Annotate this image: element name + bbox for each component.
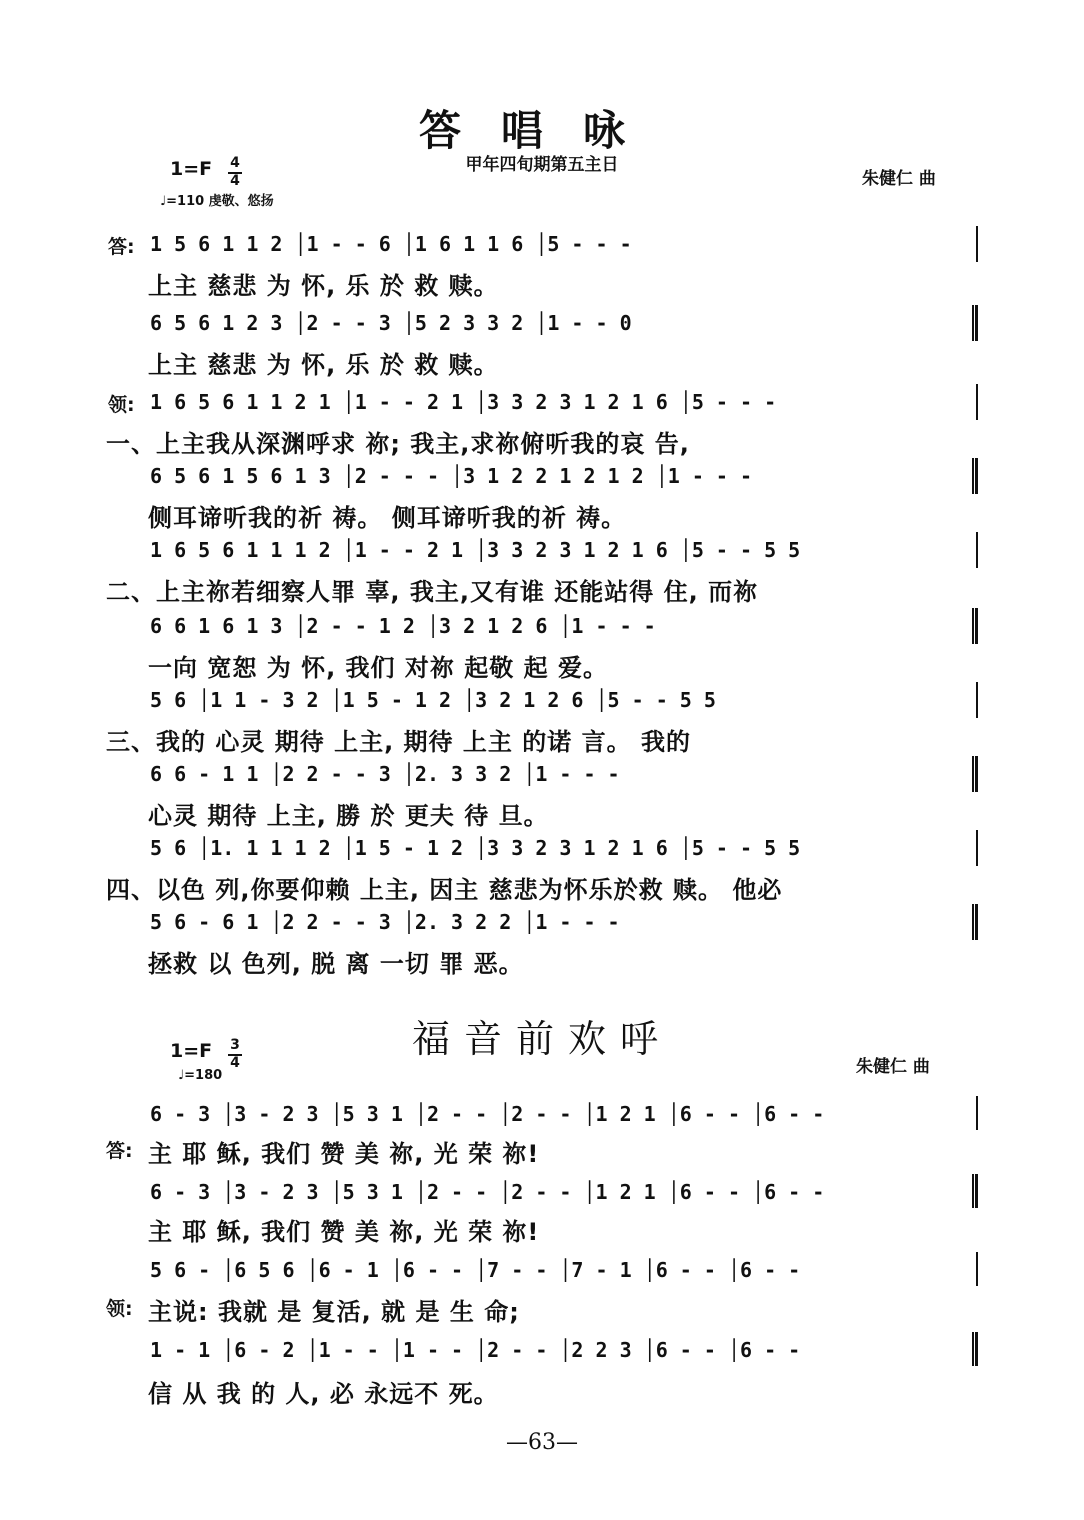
song2-title: 福音前欢呼 — [411, 1017, 672, 1061]
song1-time-top: 4 — [230, 155, 240, 171]
lyrics-line: 三、我的 心灵 期待 上主, 期待 上主 的诺 言。 我的 — [106, 728, 691, 756]
notation-line: 6 5 6 1 2 3 │2 - - 3 │5 2 3 3 2 │1 - - 0 — [150, 311, 632, 335]
notation-line: 6 5 6 1 5 6 1 3 │2 - - - │3 1 2 2 1 2 1 2 │1 - - - — [150, 464, 753, 488]
barline — [976, 532, 978, 568]
song2-key: 1=F — [170, 1040, 213, 1062]
lyrics-line: 主 耶 稣, 我们 赞 美 祢, 光 荣 祢! — [148, 1140, 540, 1168]
lyrics-line: 四、以色 列,你要仰赖 上主, 因主 慈悲为怀乐於救 赎。 他必 — [106, 876, 783, 904]
barline — [976, 682, 978, 718]
lyrics-line: 一向 宽恕 为 怀, 我们 对祢 起敬 起 爱。 — [148, 654, 608, 682]
lyrics-line: 一、上主我从深渊呼求 祢; 我主,求祢俯听我的哀 告, — [106, 430, 690, 458]
song2-time-top: 3 — [230, 1037, 240, 1053]
notation-line: 5 6 - │6 5 6 │6 - 1 │6 - - │7 - - │7 - 1 │6 - - │6 - - — [150, 1258, 801, 1282]
lyrics-line: 拯救 以 色列, 脱 离 一切 罪 恶。 — [148, 950, 524, 978]
song1-subtitle: 甲年四旬期第五主日 — [465, 155, 619, 175]
notation-line: 1 - 1 │6 - 2 │1 - - │1 - - │2 - - │2 2 3 │6 - - │6 - - — [150, 1338, 801, 1362]
song1-key: 1=F — [170, 158, 213, 180]
song1-tempo: ♩=110 虔敬、悠扬 — [160, 194, 274, 209]
final-barline — [972, 904, 978, 940]
notation-line: 1 5 6 1 1 2 │1 - - 6 │1 6 1 1 6 │5 - - - — [150, 232, 632, 256]
lyrics-line: 上主 慈悲 为 怀, 乐 於 救 赎。 — [148, 351, 499, 379]
final-barline — [972, 1332, 978, 1366]
song2-tempo: ♩=180 — [178, 1068, 223, 1083]
barline — [976, 384, 978, 420]
notation-line: 5 6 - 6 1 │2 2 - - 3 │2. 3 2 2 │1 - - - — [150, 910, 620, 934]
song2-time-bottom: 4 — [228, 1054, 242, 1070]
final-barline — [972, 608, 978, 644]
lyrics-line: 侧耳谛听我的祈 祷。 侧耳谛听我的祈 祷。 — [148, 504, 627, 532]
notation-line: 1 6 5 6 1 1 1 2 │1 - - 2 1 │3 3 2 3 1 2 1 6 │5 - - 5 5 — [150, 538, 801, 562]
lyrics-line: 主 耶 稣, 我们 赞 美 祢, 光 荣 祢! — [148, 1218, 540, 1246]
notation-line: 6 6 - 1 1 │2 2 - - 3 │2. 3 3 2 │1 - - - — [150, 762, 620, 786]
final-barline — [972, 756, 978, 792]
barline — [976, 1096, 978, 1130]
final-barline — [972, 1174, 978, 1208]
song1-title: 答唱咏 — [418, 106, 665, 155]
line-prefix: 领: — [108, 394, 135, 416]
line-prefix: 答: — [106, 1140, 133, 1162]
song1-time-bottom: 4 — [228, 172, 242, 188]
notation-line: 5 6 │1. 1 1 1 2 │1 5 - 1 2 │3 3 2 3 1 2 1 6 │5 - - 5 5 — [150, 836, 801, 860]
page-number: —63— — [506, 1430, 578, 1455]
notation-line: 6 - 3 │3 - 2 3 │5 3 1 │2 - - │2 - - │1 2 1 │6 - - │6 - - — [150, 1180, 825, 1204]
barline — [976, 226, 978, 262]
notation-line: 1 6 5 6 1 1 2 1 │1 - - 2 1 │3 3 2 3 1 2 1 6 │5 - - - — [150, 390, 777, 414]
song1-composer: 朱健仁 曲 — [862, 169, 936, 189]
final-barline — [972, 458, 978, 494]
lyrics-line: 信 从 我 的 人, 必 永远不 死。 — [148, 1380, 499, 1408]
notation-line: 6 - 3 │3 - 2 3 │5 3 1 │2 - - │2 - - │1 2 1 │6 - - │6 - - — [150, 1102, 825, 1126]
notation-line: 6 6 1 6 1 3 │2 - - 1 2 │3 2 1 2 6 │1 - - - — [150, 614, 656, 638]
barline — [976, 830, 978, 866]
line-prefix: 领: — [106, 1298, 133, 1320]
lyrics-line: 二、上主祢若细察人罪 辜, 我主,又有谁 还能站得 住, 而祢 — [106, 578, 759, 606]
notation-line: 5 6 │1 1 - 3 2 │1 5 - 1 2 │3 2 1 2 6 │5 - - 5 5 — [150, 688, 716, 712]
final-barline — [972, 305, 978, 341]
song2-composer: 朱健仁 曲 — [856, 1057, 930, 1077]
lyrics-line: 心灵 期待 上主, 勝 於 更夫 待 旦。 — [148, 802, 549, 830]
lyrics-line: 主说: 我就 是 复活, 就 是 生 命; — [148, 1298, 520, 1326]
barline — [976, 1252, 978, 1286]
lyrics-line: 上主 慈悲 为 怀, 乐 於 救 赎。 — [148, 272, 499, 300]
line-prefix: 答: — [108, 236, 135, 258]
